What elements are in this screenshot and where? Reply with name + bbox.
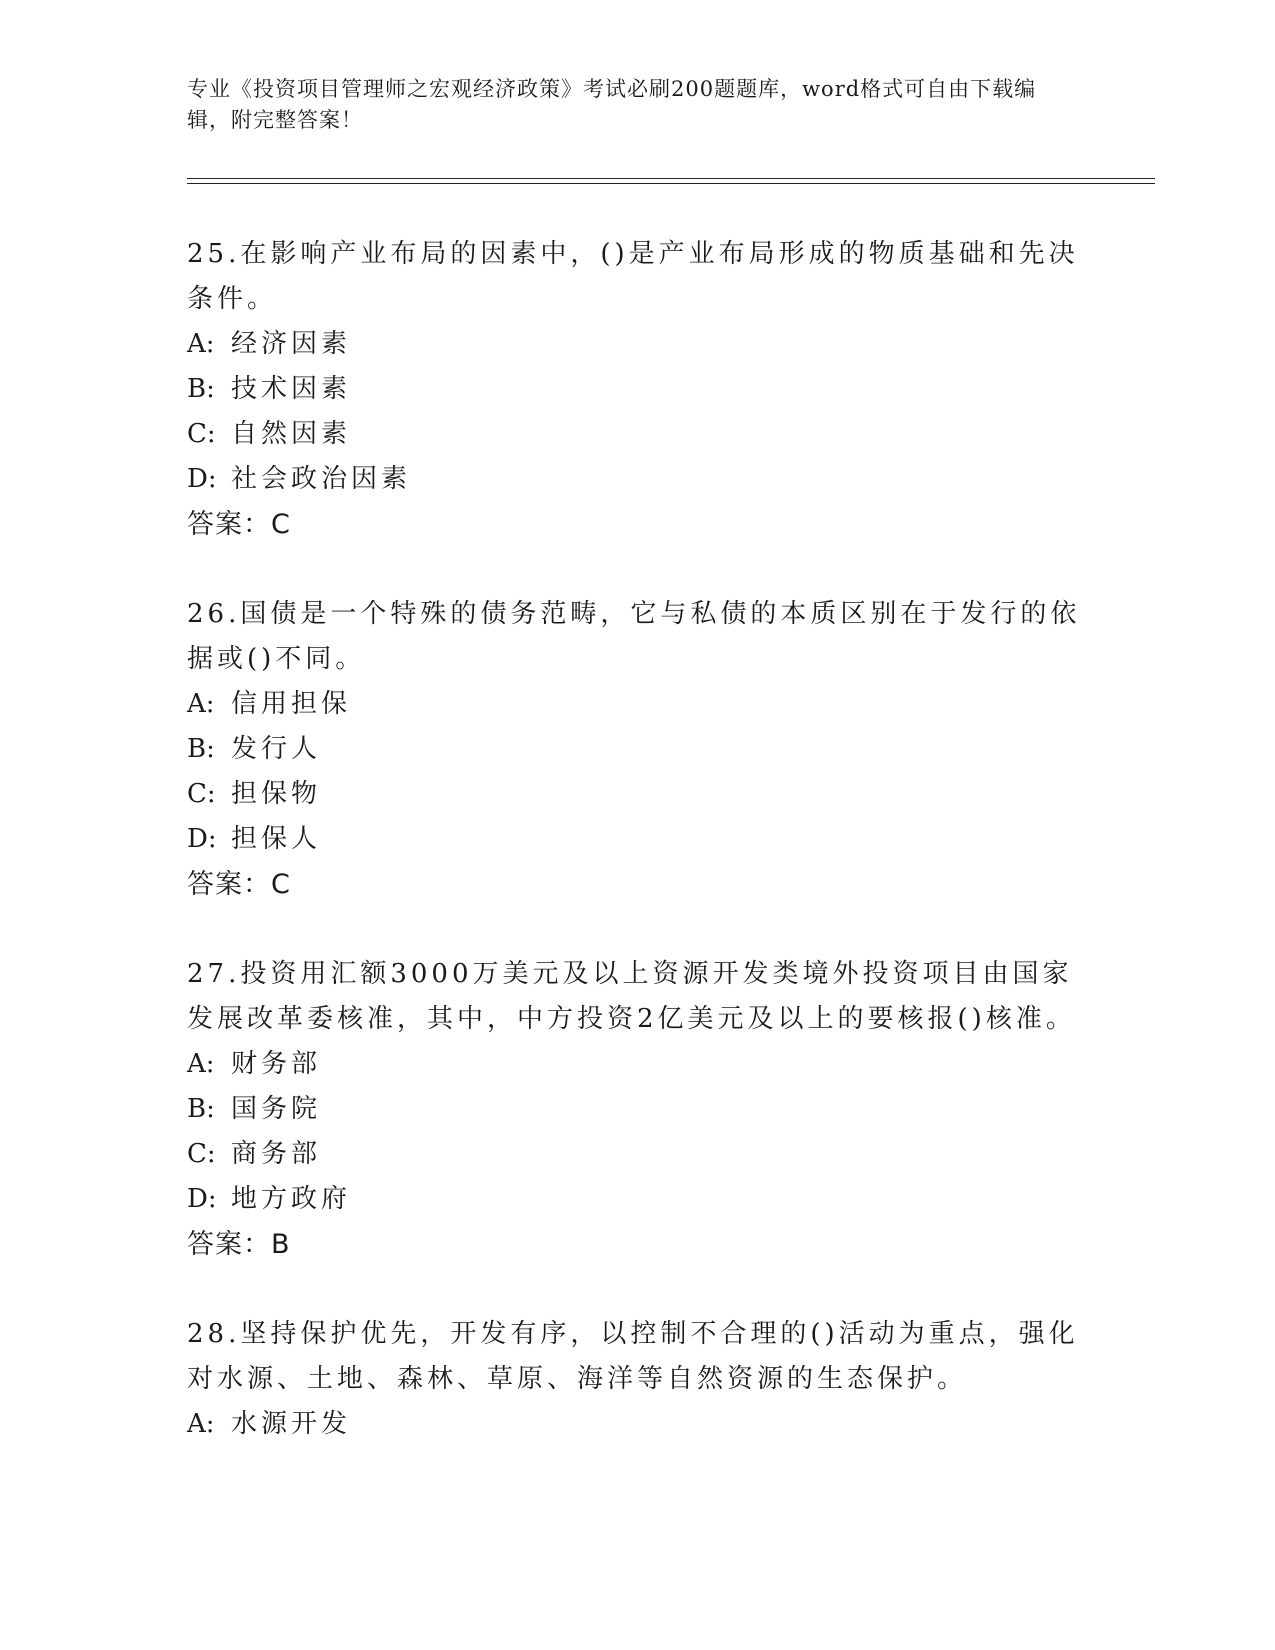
question-27	[187, 952, 1087, 1267]
option-text: 地方政府	[231, 1184, 352, 1214]
option-key: A:	[187, 1049, 215, 1079]
option-text: 经济因素	[231, 329, 352, 359]
option-d	[187, 817, 1087, 862]
question-25	[187, 232, 1087, 547]
option-key: A:	[187, 1409, 215, 1439]
option-text: 发行人	[231, 734, 322, 764]
question-stem: 26.国债是一个特殊的债务范畴，它与私债的本质区别在于发行的依据或()不同。	[187, 599, 1081, 674]
option-key: A:	[187, 329, 215, 359]
option-key: D:	[187, 824, 217, 854]
answer: 答案：C	[187, 509, 291, 540]
option-text: 技术因素	[231, 374, 352, 404]
question-stem: 25.在影响产业布局的因素中，()是产业布局形成的物质基础和先决条件。	[187, 239, 1079, 314]
option-d	[187, 457, 1087, 502]
option-text: 社会政治因素	[231, 464, 412, 494]
header-rule-top	[187, 178, 1155, 179]
option-a	[187, 682, 1087, 727]
option-text: 担保人	[231, 824, 322, 854]
option-a	[187, 1042, 1087, 1087]
option-text: 商务部	[231, 1139, 322, 1169]
option-c	[187, 412, 1087, 457]
option-key: A:	[187, 689, 215, 719]
option-b	[187, 367, 1087, 412]
option-a	[187, 322, 1087, 367]
option-key: D:	[187, 464, 217, 494]
option-c	[187, 772, 1087, 817]
option-text: 国务院	[231, 1094, 322, 1124]
option-text: 财务部	[231, 1049, 322, 1079]
answer: 答案：C	[187, 869, 291, 900]
option-key: B:	[187, 734, 215, 764]
option-key: B:	[187, 374, 215, 404]
option-c	[187, 1132, 1087, 1177]
option-text: 信用担保	[231, 689, 352, 719]
option-a	[187, 1402, 1087, 1447]
option-key: D:	[187, 1184, 217, 1214]
option-key: C:	[187, 1139, 216, 1169]
option-text: 担保物	[231, 779, 322, 809]
answer: 答案：B	[187, 1229, 291, 1260]
option-b	[187, 727, 1087, 772]
option-key: B:	[187, 1094, 215, 1124]
question-26	[187, 592, 1087, 907]
option-b	[187, 1087, 1087, 1132]
question-stem: 28.坚持保护优先，开发有序，以控制不合理的()活动为重点，强化对水源、土地、森林、草原、海洋等自然资源的生态保护。	[187, 1319, 1079, 1394]
option-text: 水源开发	[231, 1409, 352, 1439]
option-key: C:	[187, 419, 216, 449]
question-28	[187, 1312, 1087, 1447]
option-d	[187, 1177, 1087, 1222]
question-stem: 27.投资用汇额3000万美元及以上资源开发类境外投资项目由国家发展改革委核准，其中，中方投资2亿美元及以上的要核报()核准。	[187, 959, 1076, 1034]
option-key: C:	[187, 779, 216, 809]
option-text: 自然因素	[231, 419, 352, 449]
header-rule-bottom	[187, 183, 1155, 184]
document-header: 专业《投资项目管理师之宏观经济政策》考试必刷200题题库，word格式可自由下载编辑，附完整答案！	[187, 77, 1037, 132]
